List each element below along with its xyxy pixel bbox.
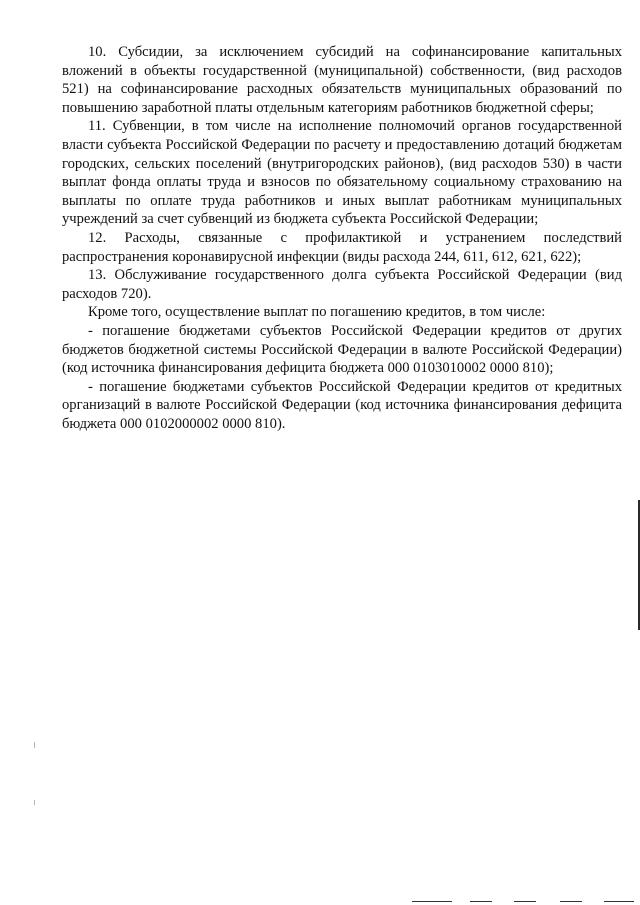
paragraph-item-11: 11. Субвенции, в том числе на исполнение полномочий органов государственной власти субъекта Российской Федерации по расчету и предоставлению дотаций бюджетам городских, сельских поселений (внутригородских районов), (вид расходов 530) в части выплат фонда оплаты труда и взносов по обязательному социальному страхованию на выплаты по оплате труда работников и иных выплат работникам муниципальных учреждений за счет субвенций из бюджета субъекта Российской Федерации;	[62, 118, 622, 228]
scan-speck	[34, 742, 35, 748]
paragraph-item-12: 12. Расходы, связанные с профилактикой и устранением последствий распространения коронавирусной инфекции (виды расхода 244, 611, 612, 621, 622);	[62, 229, 622, 265]
scan-bottom-dash	[560, 901, 582, 902]
paragraph-item-10: 10. Субсидии, за исключением субсидий на софинансирование капитальных вложений в объекты государственной (муниципальной) собственности, (вид расходов 521) на софинансирование расходных обязательств муниципальных образований по повышению заработной платы отдельным категориям работников бюджетной сферы;	[62, 44, 622, 116]
scan-bottom-dash	[604, 901, 634, 902]
scan-bottom-dash	[470, 901, 492, 902]
document-body	[62, 43, 622, 433]
scan-speck	[34, 800, 35, 805]
paragraph-repayment-budget-credits: - погашение бюджетами субъектов Российской Федерации кредитов от других бюджетов бюджетной системы Российской Федерации в валюте Российской Федерации) (код источника финансирования дефицита бюджета 000 0103010002 0000 810);	[62, 322, 622, 377]
scan-bottom-dash	[514, 901, 536, 902]
paragraph-loan-repayments-intro: Кроме того, осуществление выплат по погашению кредитов, в том числе:	[88, 304, 546, 321]
scan-bottom-dash	[412, 901, 452, 902]
paragraph-repayment-credit-organizations: - погашение бюджетами субъектов Российской Федерации кредитов от кредитных организаций в валюте Российской Федерации (код источника финансирования дефицита бюджета 000 0102000002 0000 810).	[62, 378, 622, 432]
paragraph-item-13: 13. Обслуживание государственного долга субъекта Российской Федерации (вид расходов 720).	[62, 267, 622, 302]
